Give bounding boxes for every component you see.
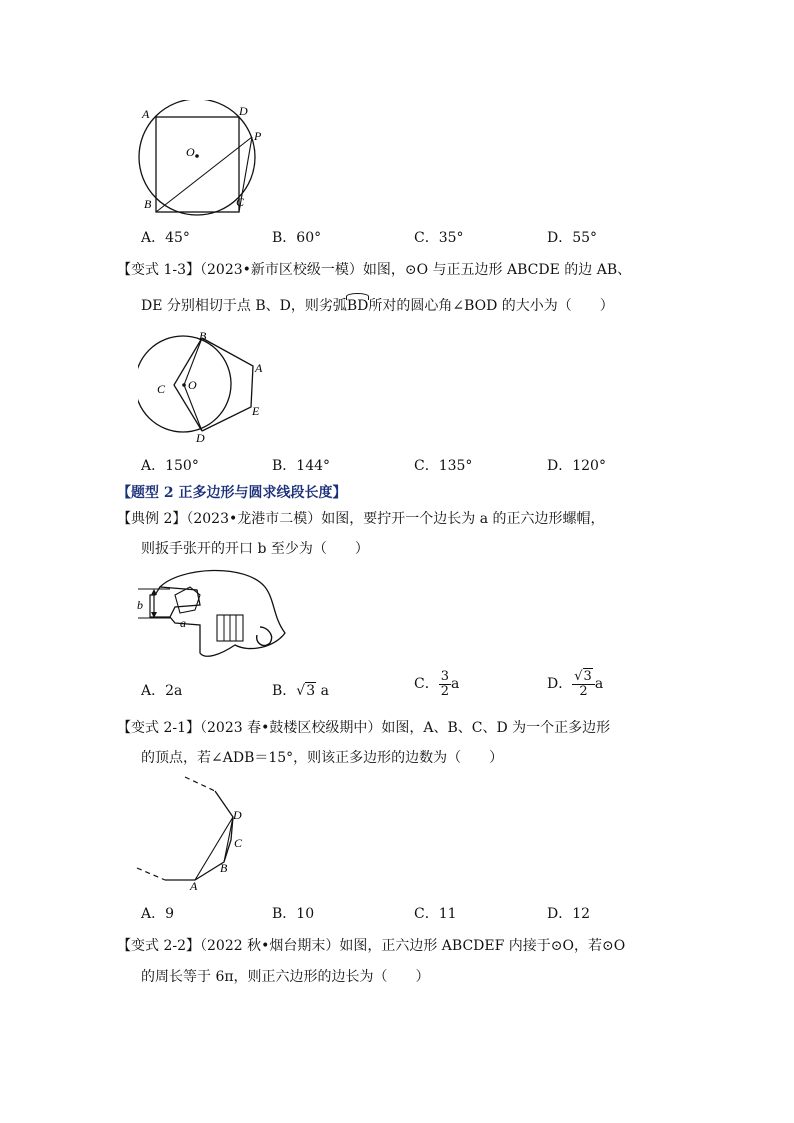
question-2-2-line1 (117, 935, 625, 955)
question-2-1-line2 (141, 747, 503, 767)
question-1-3-line1 (117, 259, 631, 279)
q21-option-b: B．10 (272, 906, 315, 922)
figure-regular-polygon (135, 775, 255, 895)
question-source: （2023 春•鼓楼区校级期中） (200, 720, 382, 736)
radicand: 3 (583, 669, 592, 684)
arrow-head (151, 589, 157, 595)
square-abcd (156, 117, 239, 212)
ex2-option-c (414, 670, 459, 698)
center-point (182, 383, 186, 387)
figure-square-in-circle (130, 100, 270, 220)
question-tag: 【变式 2-2】 (117, 938, 200, 954)
label-c: C (236, 195, 245, 209)
q21-option-d: D．12 (547, 906, 591, 922)
option-letter: C． (414, 676, 439, 693)
variable: a (451, 676, 460, 693)
q13-option-b: B．144° (272, 458, 331, 474)
wrench-body (160, 570, 285, 656)
example-2-line2 (141, 538, 369, 558)
sqrt-sign: √3 (296, 683, 316, 699)
option-letter: D． (547, 676, 573, 693)
wrench-handle-hole (257, 627, 272, 645)
radicand: 3 (306, 683, 316, 699)
question-2-2-line2 (141, 966, 430, 986)
ex2-option-a: A．2a (141, 683, 183, 699)
question-source: （2023•新市区校级一模） (200, 262, 363, 278)
q1-option-d: D．55° (547, 230, 598, 246)
q1-option-b: B．60° (272, 230, 322, 246)
variable: a (594, 676, 604, 693)
arc-bd: BD (346, 298, 369, 314)
question-tag: 【变式 2-1】 (117, 720, 200, 736)
denominator: 2 (579, 683, 588, 699)
q1-option-a: A．45° (141, 230, 190, 246)
fraction (572, 670, 595, 698)
q13-option-a: A．150° (141, 458, 199, 474)
label-a: A (190, 879, 198, 893)
label-d: D (239, 104, 248, 118)
label-b: B (144, 197, 152, 211)
wrench-jaw (175, 587, 200, 613)
figure-wrench (135, 565, 295, 665)
question-2-1-line1 (117, 717, 610, 737)
label-b: B (199, 329, 207, 343)
question-text: 如图，⊙O 与正五边形 ABCDE 的边 AB、 (362, 262, 632, 278)
question-text: 如图，正六边形 ABCDEF 内接于⊙O，若⊙O (339, 938, 626, 954)
label-d: D (196, 431, 205, 445)
question-1-3-line2 (141, 295, 614, 315)
numerator: 3 (440, 669, 449, 684)
label-d: D (233, 808, 242, 822)
denominator: 2 (440, 683, 449, 699)
variable: a (320, 683, 329, 699)
dashed-edge-top (185, 777, 215, 791)
question-tag: 【变式 1-3】 (117, 262, 200, 278)
ex2-option-d (547, 670, 603, 698)
label-e: E (252, 404, 260, 418)
q13-option-c: C．135° (414, 458, 473, 474)
question-source: （2022 秋•烟台期末） (200, 938, 340, 954)
q1-option-c: C．35° (414, 230, 464, 246)
ex2-option-b (272, 680, 329, 700)
label-c: C (157, 382, 166, 396)
label-a: A (142, 107, 150, 121)
question-tag: 【典例 2】 (117, 511, 187, 527)
label-o: O (188, 378, 197, 392)
question-text: DE 分别相切于点 B、D，则劣弧 (141, 298, 347, 314)
question-source: （2023•龙港市二模） (186, 511, 322, 527)
label-p: P (254, 129, 262, 143)
label-b: B (220, 861, 228, 875)
label-b: b (137, 598, 143, 612)
fraction (439, 670, 451, 698)
question-text: 所对的圆心角∠BOD 的大小为（ ） (368, 298, 614, 314)
q21-option-c: C．11 (414, 906, 457, 922)
option-letter: B． (272, 683, 297, 699)
label-a: a (180, 616, 186, 630)
figure-pentagon-circle (138, 327, 278, 447)
question-text: 则扳手张开的开口 b 至少为（ ） (141, 541, 369, 557)
question-text: 的顶点，若∠ADB＝15°，则该正多边形的边数为（ ） (141, 750, 504, 766)
question-text: 如图，A、B、C、D 为一个正多边形 (381, 720, 611, 736)
section-heading: 【题型 2 正多边形与圆求线段长度】 (117, 485, 347, 501)
question-text: 的周长等于 6π，则正六边形的边长为（ ） (141, 969, 430, 985)
q21-option-a: A．9 (141, 906, 175, 922)
numerator: √3 (572, 670, 595, 685)
label-o: O (186, 145, 195, 159)
q13-option-d: D．120° (547, 458, 606, 474)
example-2-line1 (117, 508, 605, 528)
label-a: A (255, 361, 263, 375)
question-text: 如图，要拧开一个边长为 a 的正六边形螺帽， (321, 511, 605, 527)
dashed-edge-left (137, 868, 165, 880)
pentagon-edges (202, 338, 253, 431)
center-point (195, 154, 199, 158)
label-c: C (234, 836, 243, 850)
